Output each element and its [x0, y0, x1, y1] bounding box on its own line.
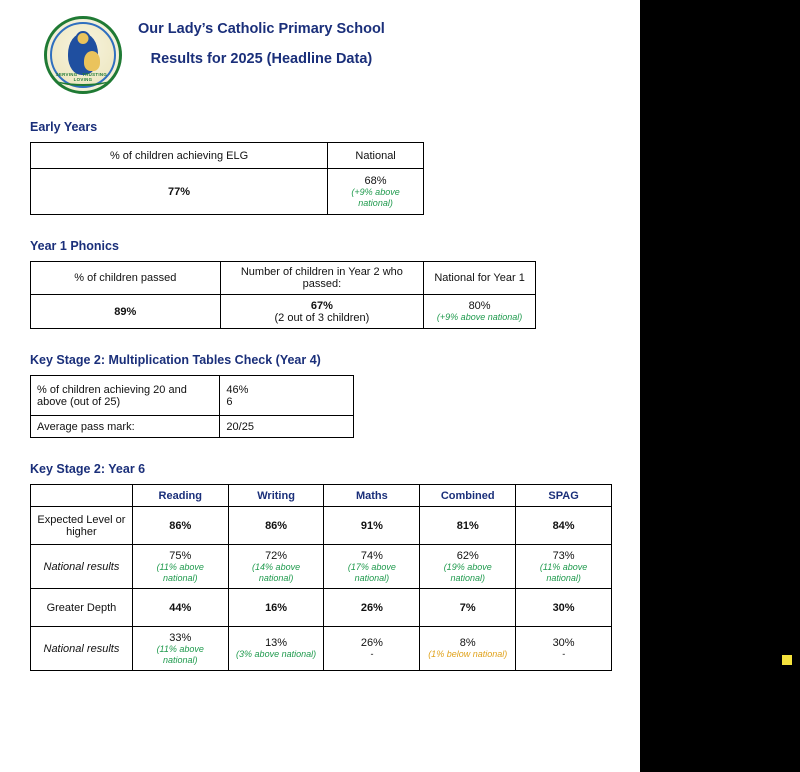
ks2-row-3-combined-value: 8% — [459, 637, 476, 650]
phonics-year2-value: 67% — [310, 299, 333, 312]
ks2-row-2-writing: 16% — [228, 589, 324, 627]
phonics-header-passed: % of children passed — [31, 262, 221, 295]
phonics-year2-cell — [220, 295, 424, 329]
table-row — [31, 416, 354, 438]
ks2-col-spag: SPAG — [516, 485, 612, 507]
ks2-col-combined: Combined — [420, 485, 516, 507]
school-name: Our Lady’s Catholic Primary School — [138, 21, 385, 37]
section-heading-mtc: Key Stage 2: Multiplication Tables Check (Year 4) — [30, 353, 321, 367]
ks2-row-3-maths-value: 26% — [360, 637, 383, 650]
crest-motto: SERVING · TRUSTING · LOVING — [55, 72, 111, 82]
phonics-national-cell — [424, 295, 536, 329]
ks2-row-2-maths: 26% — [324, 589, 420, 627]
early-years-table — [30, 142, 424, 215]
ks2-row-0-combined: 81% — [420, 507, 516, 545]
ks2-row-2-combined: 7% — [420, 589, 516, 627]
section-heading-phonics: Year 1 Phonics — [30, 239, 119, 253]
crest-child-figure — [84, 51, 100, 71]
document-header — [30, 14, 612, 94]
phonics-national-value: 80% — [468, 300, 491, 313]
ks2-row-1-maths-value: 74% — [360, 550, 383, 563]
ks2-row-3-combined-note: (1% below national) — [428, 649, 508, 660]
early-years-national-cell — [328, 169, 424, 215]
ks2-row-3-combined — [420, 627, 516, 671]
mtc-row-0-value: 46% — [226, 383, 249, 396]
table-row — [31, 143, 424, 169]
ks2-row-1-maths — [324, 545, 420, 589]
early-years-national-value: 68% — [364, 175, 387, 188]
ks2-col-writing: Writing — [228, 485, 324, 507]
ks2-row-1-writing-note: (14% above national) — [252, 562, 301, 583]
ks2-row-2-reading: 44% — [132, 589, 228, 627]
ks2-row-3-reading-value: 33% — [169, 632, 192, 645]
ks2-row-0-reading: 86% — [132, 507, 228, 545]
ks2-row-1-reading-note: (11% above national) — [156, 562, 204, 583]
ks2-col-maths: Maths — [324, 485, 420, 507]
phonics-header-year2: Number of children in Year 2 who passed: — [220, 262, 424, 295]
table-row — [31, 545, 612, 589]
phonics-national-note: (+9% above national) — [436, 312, 523, 323]
ks2-row-1-reading — [132, 545, 228, 589]
early-years-school-value: 77% — [31, 169, 328, 215]
ks2-row-0-label: Expected Level or higher — [31, 507, 133, 545]
early-years-header-national: National — [328, 143, 424, 169]
mtc-row-0-value2: 6 — [226, 395, 233, 408]
crest-figure-head — [76, 31, 91, 46]
mtc-table — [30, 375, 354, 438]
ks2-row-3-reading-note: (11% above national) — [156, 644, 204, 665]
ks2-row-1-reading-value: 75% — [169, 550, 192, 563]
ks2-row-3-reading — [132, 627, 228, 671]
spacer — [30, 215, 612, 239]
ks2-col-reading: Reading — [132, 485, 228, 507]
table-row — [31, 262, 536, 295]
ks2-row-3-writing — [228, 627, 324, 671]
ks2-row-0-spag: 84% — [516, 507, 612, 545]
ks2-row-0-maths: 91% — [324, 507, 420, 545]
early-years-header-elg: % of children achieving ELG — [31, 143, 328, 169]
early-years-national-note: (+9% above national) — [351, 187, 400, 208]
table-row — [31, 295, 536, 329]
phonics-header-national: National for Year 1 — [424, 262, 536, 295]
ks2-row-1-combined-value: 62% — [456, 550, 479, 563]
mtc-row-0-label: % of children achieving 20 and above (out of 25) — [31, 376, 220, 416]
school-crest-logo — [44, 16, 122, 94]
ks2-row-1-combined-note: (19% above national) — [443, 562, 492, 583]
ks2-corner-cell — [31, 485, 133, 507]
ks2-row-1-spag-value: 73% — [552, 550, 575, 563]
mtc-row-1-label: Average pass mark: — [31, 416, 220, 438]
ks2-row-3-maths — [324, 627, 420, 671]
ks2-row-3-spag-note: - — [562, 649, 566, 660]
section-heading-early-years: Early Years — [30, 120, 98, 134]
title-block — [138, 14, 385, 68]
mtc-row-1-value: 20/25 — [220, 416, 354, 438]
ks2-row-1-spag-note: (11% above national) — [539, 562, 588, 583]
ks2-row-3-spag-value: 30% — [552, 637, 575, 650]
ks2-row-1-writing-value: 72% — [265, 550, 288, 563]
document-subtitle: Results for 2025 (Headline Data) — [150, 50, 373, 67]
ks2-row-3-spag — [516, 627, 612, 671]
ks2-row-2-label: Greater Depth — [31, 589, 133, 627]
ks2-row-3-writing-note: (3% above national) — [236, 649, 317, 660]
table-row — [31, 376, 354, 416]
table-row — [31, 627, 612, 671]
phonics-table — [30, 261, 536, 329]
table-row — [31, 507, 612, 545]
ks2-table — [30, 484, 612, 671]
phonics-year2-detail: (2 out of 3 children) — [274, 311, 370, 324]
ks2-row-3-label: National results — [31, 627, 133, 671]
ks2-row-0-writing: 86% — [228, 507, 324, 545]
ks2-row-1-maths-note: (17% above national) — [347, 562, 396, 583]
table-row — [31, 589, 612, 627]
ks2-row-1-label: National results — [31, 545, 133, 589]
table-row — [31, 485, 612, 507]
scrollbar-marker[interactable] — [782, 655, 792, 665]
table-row — [31, 169, 424, 215]
ks2-row-1-writing — [228, 545, 324, 589]
spacer — [30, 438, 612, 462]
right-gutter — [640, 0, 800, 772]
section-heading-ks2: Key Stage 2: Year 6 — [30, 462, 146, 476]
ks2-row-3-writing-value: 13% — [265, 637, 288, 650]
phonics-passed-value: 89% — [31, 295, 221, 329]
ks2-row-3-maths-note: - — [370, 649, 374, 660]
ks2-row-1-spag — [516, 545, 612, 589]
ks2-row-2-spag: 30% — [516, 589, 612, 627]
ks2-row-1-combined — [420, 545, 516, 589]
mtc-row-0-value-cell — [220, 376, 354, 416]
spacer — [30, 329, 612, 353]
